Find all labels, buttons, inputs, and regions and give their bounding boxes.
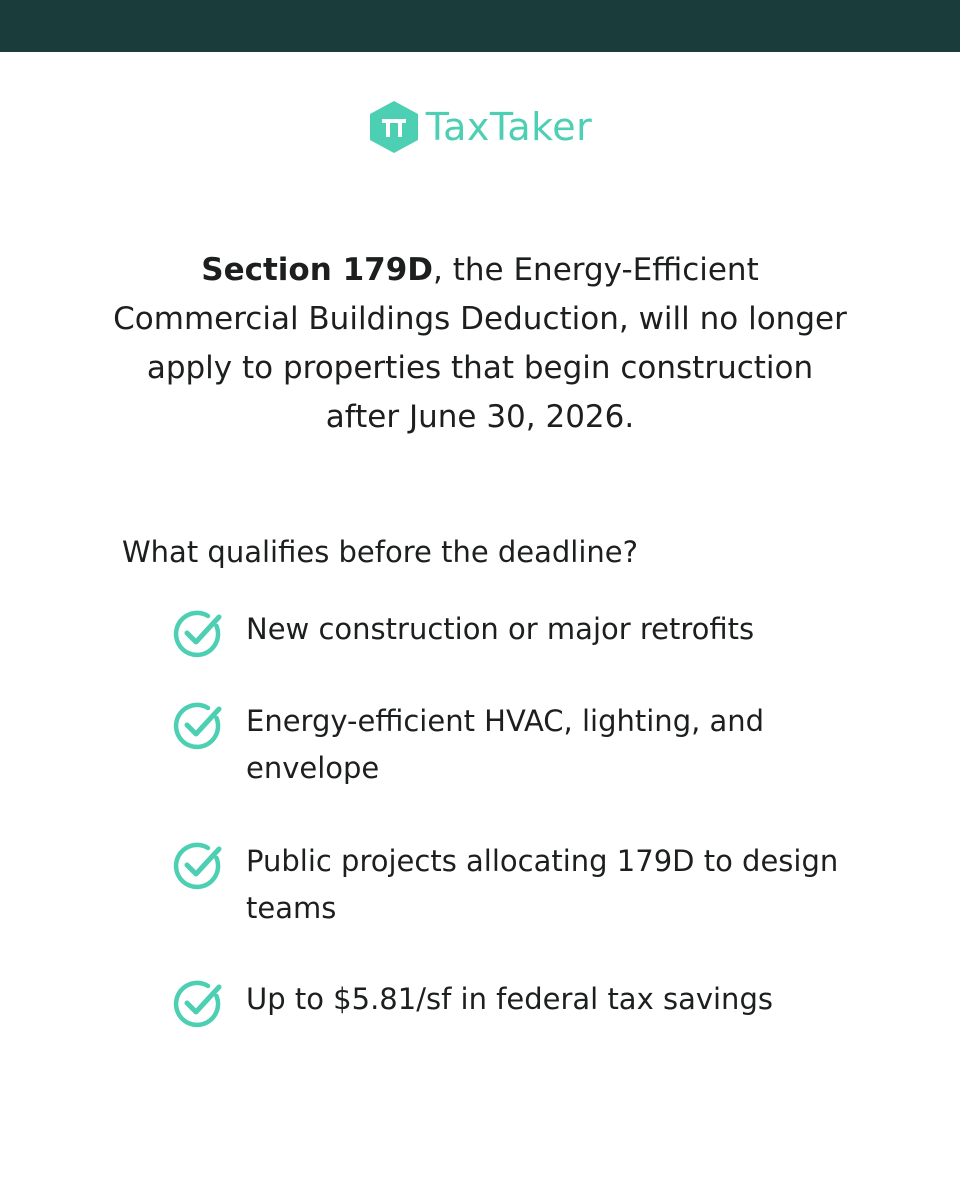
- check-circle-icon: [172, 608, 226, 660]
- check-circle-icon: [172, 700, 226, 752]
- section-question: What qualifies before the deadline?: [122, 535, 639, 569]
- checklist-item-text: Up to $5.81/sf in federal tax savings: [246, 982, 773, 1016]
- check-circle-icon: [172, 978, 226, 1030]
- intro-paragraph: [110, 246, 850, 442]
- checklist-item: [172, 838, 872, 932]
- checklist-item-text: Energy-efficient HVAC, lighting, and envelope: [246, 704, 765, 785]
- taxtaker-hexagon-icon: [368, 100, 420, 154]
- header-band: [0, 0, 960, 52]
- checklist-item: [172, 976, 872, 1030]
- intro-text: , the Energy-Efficient Commercial Buildings Deduction, will no longer apply to properties that begin construction after June 30, 2026.: [113, 252, 847, 435]
- checklist-item-text: Public projects allocating 179D to design teams: [246, 844, 839, 925]
- intro-bold: Section 179D: [201, 252, 434, 288]
- brand-name: TaxTaker: [425, 105, 593, 149]
- checklist-item: [172, 698, 872, 792]
- checklist-item-text: New construction or major retrofits: [246, 612, 755, 646]
- brand-logo: [0, 100, 960, 154]
- check-circle-icon: [172, 840, 226, 892]
- checklist-item: [172, 606, 872, 660]
